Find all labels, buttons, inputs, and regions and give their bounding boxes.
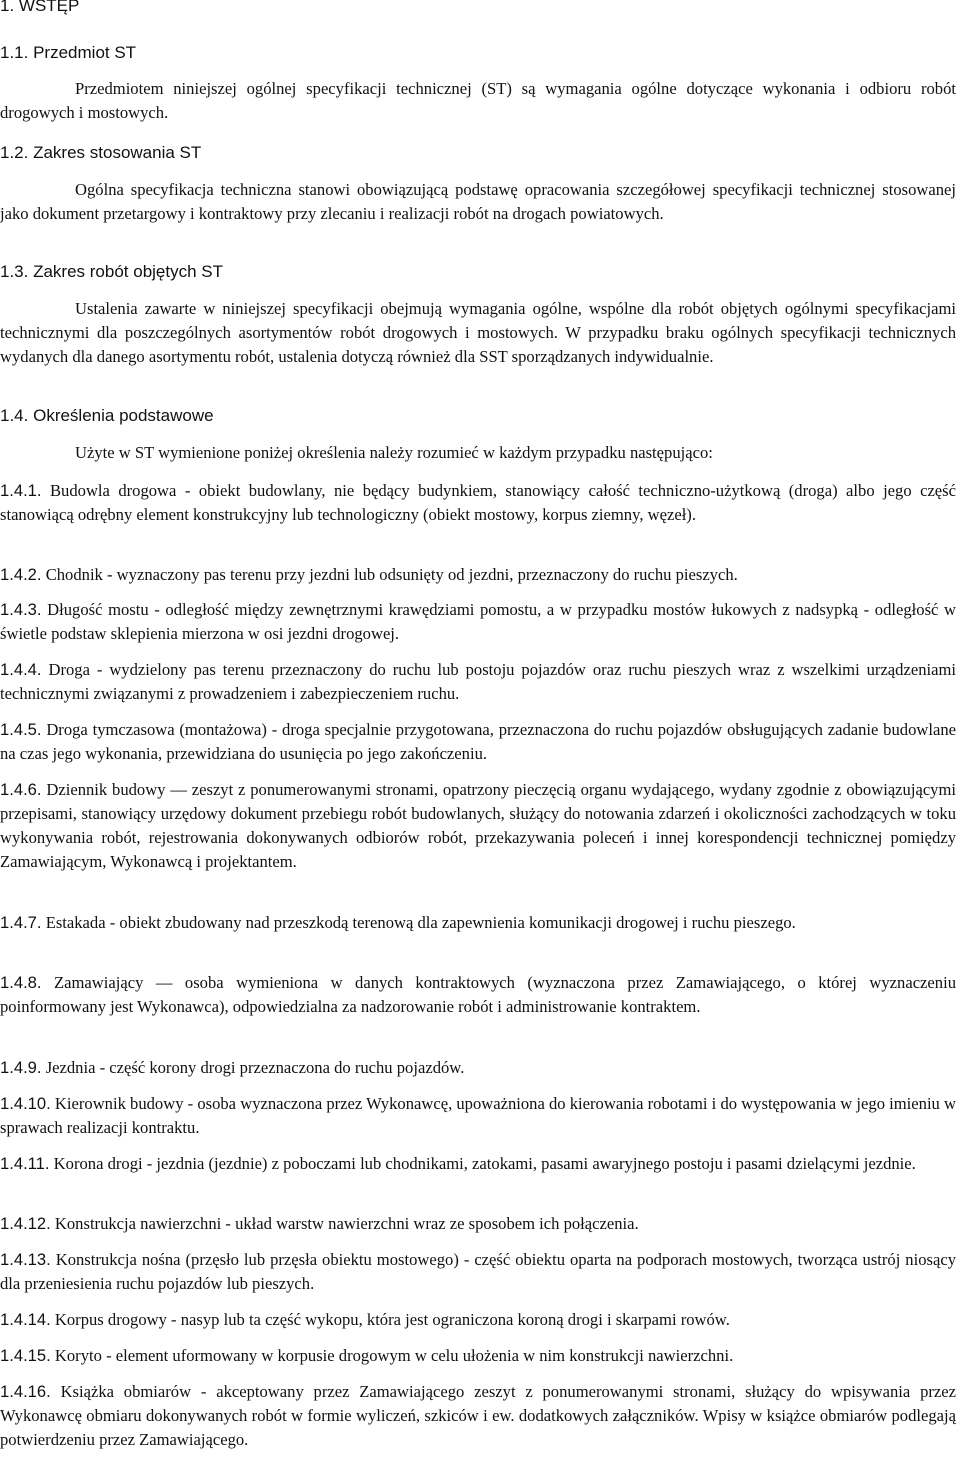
section-number: 1.2. bbox=[0, 143, 29, 162]
section-title: Określenia podstawowe bbox=[33, 406, 214, 425]
definition-1-4-9 bbox=[0, 1056, 956, 1080]
definition-number: 1.4.8. bbox=[0, 973, 42, 992]
definition-1-4-15 bbox=[0, 1344, 956, 1368]
chapter-heading: 1. WSTĘP bbox=[0, 0, 80, 15]
definition-number: 1.4.15. bbox=[0, 1346, 51, 1365]
section-heading-1-1 bbox=[0, 42, 136, 64]
definition-number: 1.4.13. bbox=[0, 1250, 51, 1269]
section-title: Zakres robót objętych ST bbox=[33, 262, 224, 281]
definition-1-4-11 bbox=[0, 1152, 956, 1176]
definition-number: 1.4.3. bbox=[0, 600, 42, 619]
definition-number: 1.4.2. bbox=[0, 565, 42, 584]
definition-1-4-14 bbox=[0, 1308, 956, 1332]
section-body-1-2: Ogólna specyfikacja techniczna stanowi obowiązującą podstawę opracowania szczegółowej specyfikacji technicznej stosowanej jako dokument przetargowy i kontraktowy przy zlecaniu i realizacji robót na drogach powiatowych. bbox=[0, 180, 956, 223]
definition-1-4-8 bbox=[0, 971, 956, 1019]
definition-text: Książka obmiarów - akceptowany przez Zamawiającego zeszyt z ponumerowanymi stronami, służący do wpisywania przez Wykonawcę obmiaru dokonywanych robót w formie wyliczeń, szkiców i ew. dodatkowych załączników. Wpisy w książce obmiarów podlegają potwierdzeniu przez Zamawiającego. bbox=[0, 1382, 956, 1449]
section-heading-1-4 bbox=[0, 405, 214, 427]
definition-text: Korona drogi - jezdnia (jezdnie) z poboczami lub chodnikami, zatokami, pasami awaryjnego postoju i pasami dzielącymi jezdnie. bbox=[53, 1154, 916, 1173]
definition-1-4-5 bbox=[0, 718, 956, 766]
section-body-1-1: Przedmiotem niniejszej ogólnej specyfikacji technicznej (ST) są wymagania ogólne dotyczące wykonania i odbioru robót drogowych i mostowych. bbox=[0, 79, 956, 122]
definition-text: Droga - wydzielony pas terenu przeznaczony do ruchu lub postoju pojazdów oraz ruchu pieszych wraz z wszelkimi urządzeniami technicznymi związanymi z prowadzeniem i zabezpieczeniem ruchu. bbox=[0, 660, 956, 703]
section-title: Przedmiot ST bbox=[33, 43, 137, 62]
definition-1-4-3 bbox=[0, 598, 956, 646]
definition-1-4-10 bbox=[0, 1092, 956, 1140]
section-heading-1-2 bbox=[0, 142, 201, 164]
section-body-1-4: Użyte w ST wymienione poniżej określenia należy rozumieć w każdym przypadku następująco: bbox=[75, 443, 713, 462]
definition-number: 1.4.16. bbox=[0, 1382, 51, 1401]
definition-text: Estakada - obiekt zbudowany nad przeszkodą terenową dla zapewnienia komunikacji drogowej i ruchu pieszego. bbox=[45, 913, 796, 932]
definition-1-4-7 bbox=[0, 911, 956, 935]
definition-number: 1.4.7. bbox=[0, 913, 42, 932]
definition-1-4-12 bbox=[0, 1212, 956, 1236]
definition-1-4-16 bbox=[0, 1380, 956, 1452]
definition-number: 1.4.9. bbox=[0, 1058, 42, 1077]
definition-text: Jezdnia - część korony drogi przeznaczona do ruchu pojazdów. bbox=[45, 1058, 465, 1077]
definition-text: Konstrukcja nawierzchni - układ warstw nawierzchni wraz ze sposobem ich połączenia. bbox=[54, 1214, 639, 1233]
definition-number: 1.4.1. bbox=[0, 481, 42, 500]
section-body-1-3: Ustalenia zawarte w niniejszej specyfikacji obejmują wymagania ogólne, wspólne dla robót objętych ogólnymi specyfikacjami technicznymi dla poszczególnych asortymentów robót drogowych i mostowych. W przypadku braku ogólnych specyfikacji technicznych wydanych dla danego asortymentu robót, ustalenia dotyczą również dla SST sporządzanych indywidualnie. bbox=[0, 299, 956, 366]
section-title: Zakres stosowania ST bbox=[33, 143, 202, 162]
definition-text: Zamawiający — osoba wymieniona w danych kontraktowych (wyznaczona przez Zamawiającego, o której wyznaczeniu poinformowany jest Wykonawca), odpowiedzialna za nadzorowanie robót i administrowanie kontraktem. bbox=[0, 973, 956, 1016]
definition-text: Droga tymczasowa (montażowa) - droga specjalnie przygotowana, przeznaczona do ruchu pojazdów obsługujących zadanie budowlane na czas jego wykonania, przewidziana do usunięcia po jego zakończeniu. bbox=[0, 720, 956, 763]
definition-number: 1.4.11. bbox=[0, 1154, 50, 1173]
definition-text: Koryto - element uformowany w korpusie drogowym w celu ułożenia w nim konstrukcji nawierzchni. bbox=[54, 1346, 734, 1365]
definition-text: Długość mostu - odległość między zewnętrznymi krawędziami pomostu, a w przypadku mostów łukowych z nadsypką - odległość w świetle podstaw sklepienia mierzona w osi jezdni drogowej. bbox=[0, 600, 956, 643]
definition-number: 1.4.5. bbox=[0, 720, 42, 739]
section-heading-1-3 bbox=[0, 261, 223, 283]
definition-text: Dziennik budowy — zeszyt z ponumerowanymi stronami, opatrzony pieczęcią organu wydającego, wydany zgodnie z obowiązującymi przepisami, stanowiący urzędowy dokument przebiegu robót budowlanych, służący do notowania zdarzeń i okoliczności zachodzących w toku wykonywania robót, rejestrowania dokonywanych odbiorów robót, przekazywania poleceń i innej korespondencji technicznej pomiędzy Zamawiającym, Wykonawcą i projektantem. bbox=[0, 780, 957, 871]
definition-text: Korpus drogowy - nasyp lub ta część wykopu, która jest ograniczona koroną drogi i skarpami rowów. bbox=[54, 1310, 730, 1329]
definition-text: Chodnik - wyznaczony pas terenu przy jezdni lub odsunięty od jezdni, przeznaczony do ruchu pieszych. bbox=[45, 565, 738, 584]
definition-number: 1.4.14. bbox=[0, 1310, 51, 1329]
definition-1-4-13 bbox=[0, 1248, 956, 1296]
definition-1-4-4 bbox=[0, 658, 956, 706]
definition-text: Budowla drogowa - obiekt budowlany, nie będący budynkiem, stanowiący całość techniczno-użytkową (droga) albo jego część stanowiącą odrębny element konstrukcyjny lub technologiczny (obiekt mostowy, korpus ziemny, węzeł). bbox=[0, 481, 956, 524]
definition-1-4-2 bbox=[0, 563, 956, 587]
definition-number: 1.4.4. bbox=[0, 660, 42, 679]
definition-text: Konstrukcja nośna (przęsło lub przęsła obiektu mostowego) - część obiektu oparta na podporach mostowych, tworząca ustrój niosący dla przeniesienia ruchu pojazdów lub pieszych. bbox=[0, 1250, 956, 1293]
definition-number: 1.4.6. bbox=[0, 780, 42, 799]
definition-number: 1.4.10. bbox=[0, 1094, 51, 1113]
definition-1-4-6 bbox=[0, 778, 956, 874]
definition-1-4-1 bbox=[0, 479, 956, 527]
section-number: 1.3. bbox=[0, 262, 29, 281]
section-number: 1.4. bbox=[0, 406, 29, 425]
section-number: 1.1. bbox=[0, 43, 29, 62]
definition-number: 1.4.12. bbox=[0, 1214, 51, 1233]
definition-text: Kierownik budowy - osoba wyznaczona przez Wykonawcę, upoważniona do kierowania robotami i do występowania w jego imieniu w sprawach realizacji kontraktu. bbox=[0, 1094, 956, 1137]
